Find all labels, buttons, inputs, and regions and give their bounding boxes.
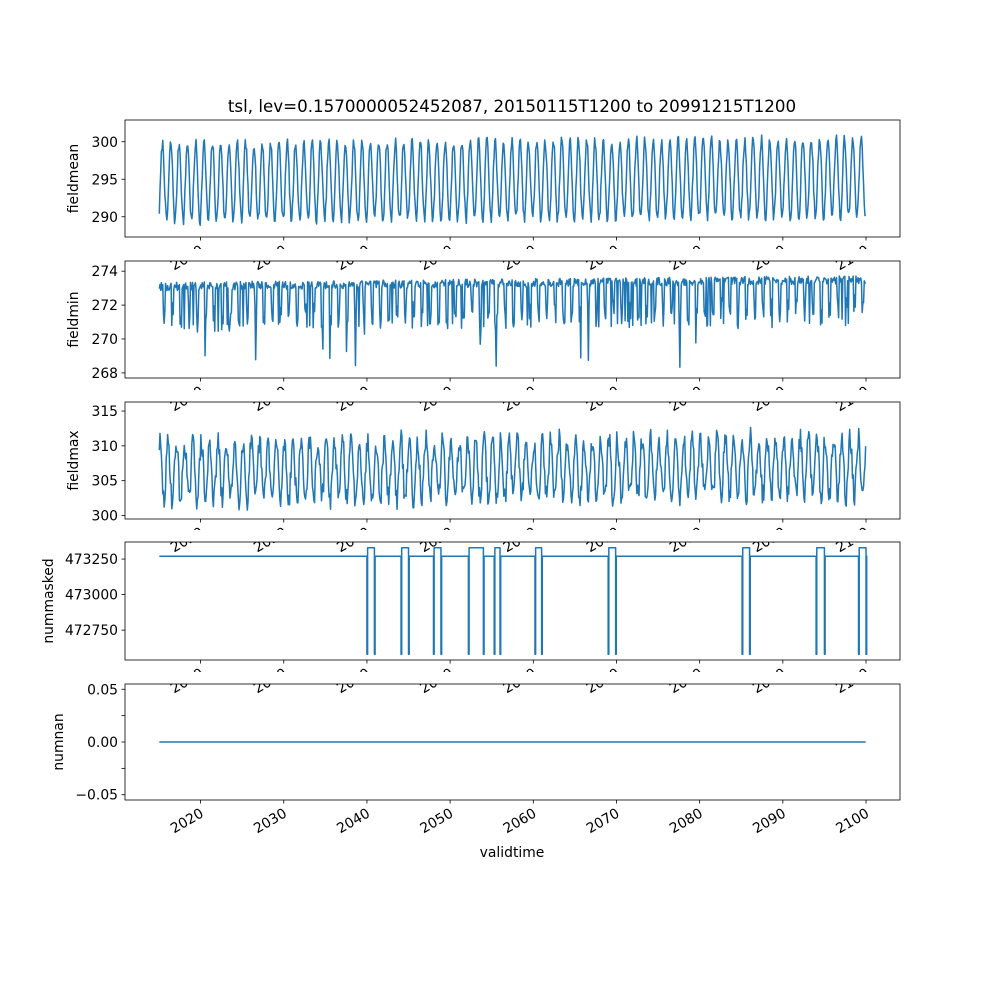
y-tick-label: 305 <box>91 473 118 490</box>
panel-gap <box>0 390 1000 402</box>
y-axis-label: nummasked <box>41 558 57 644</box>
y-tick-label: 473000 <box>64 587 118 604</box>
x-tick-label: 2040 <box>334 805 373 838</box>
y-tick-label: 473250 <box>64 552 118 569</box>
y-tick-label: 0.00 <box>87 735 118 751</box>
y-axis-label: fieldmax <box>66 430 82 491</box>
panel-gap <box>0 249 1000 261</box>
y-tick-label: 268 <box>91 365 118 382</box>
y-axis-label: fieldmean <box>66 143 82 214</box>
y-tick-label: 0.05 <box>87 682 118 699</box>
x-tick-label: 2050 <box>417 805 457 838</box>
panel-gap <box>0 530 1000 542</box>
y-tick-label: 274 <box>91 264 118 281</box>
figure-title: tsl, lev=0.1570000052452087, 20150115T1200 to 20991215T1200 <box>227 96 797 116</box>
y-tick-label: 472750 <box>64 623 118 640</box>
y-tick-label: 300 <box>91 134 118 151</box>
y-tick-label: 272 <box>91 298 118 315</box>
x-tick-label: 2020 <box>167 805 207 838</box>
x-axis-label: validtime <box>479 845 545 861</box>
y-tick-label: 295 <box>91 172 118 189</box>
y-tick-label: 300 <box>91 508 118 525</box>
y-tick-label: 290 <box>91 209 118 226</box>
y-tick-label: 310 <box>91 438 118 455</box>
x-tick-label: 2080 <box>667 805 706 838</box>
y-tick-label: 315 <box>91 404 118 421</box>
y-axis-label: numnan <box>51 713 67 771</box>
x-tick-label: 2070 <box>583 805 623 838</box>
y-tick-label: 270 <box>91 332 118 348</box>
x-tick-label: 2090 <box>750 805 789 838</box>
x-tick-label: 2100 <box>833 805 873 838</box>
panel-gap <box>0 672 1000 684</box>
x-tick-label: 2030 <box>251 805 290 838</box>
y-tick-label: −0.05 <box>75 787 118 804</box>
y-axis-label: fieldmin <box>66 291 82 348</box>
x-tick-label: 2060 <box>500 805 540 838</box>
